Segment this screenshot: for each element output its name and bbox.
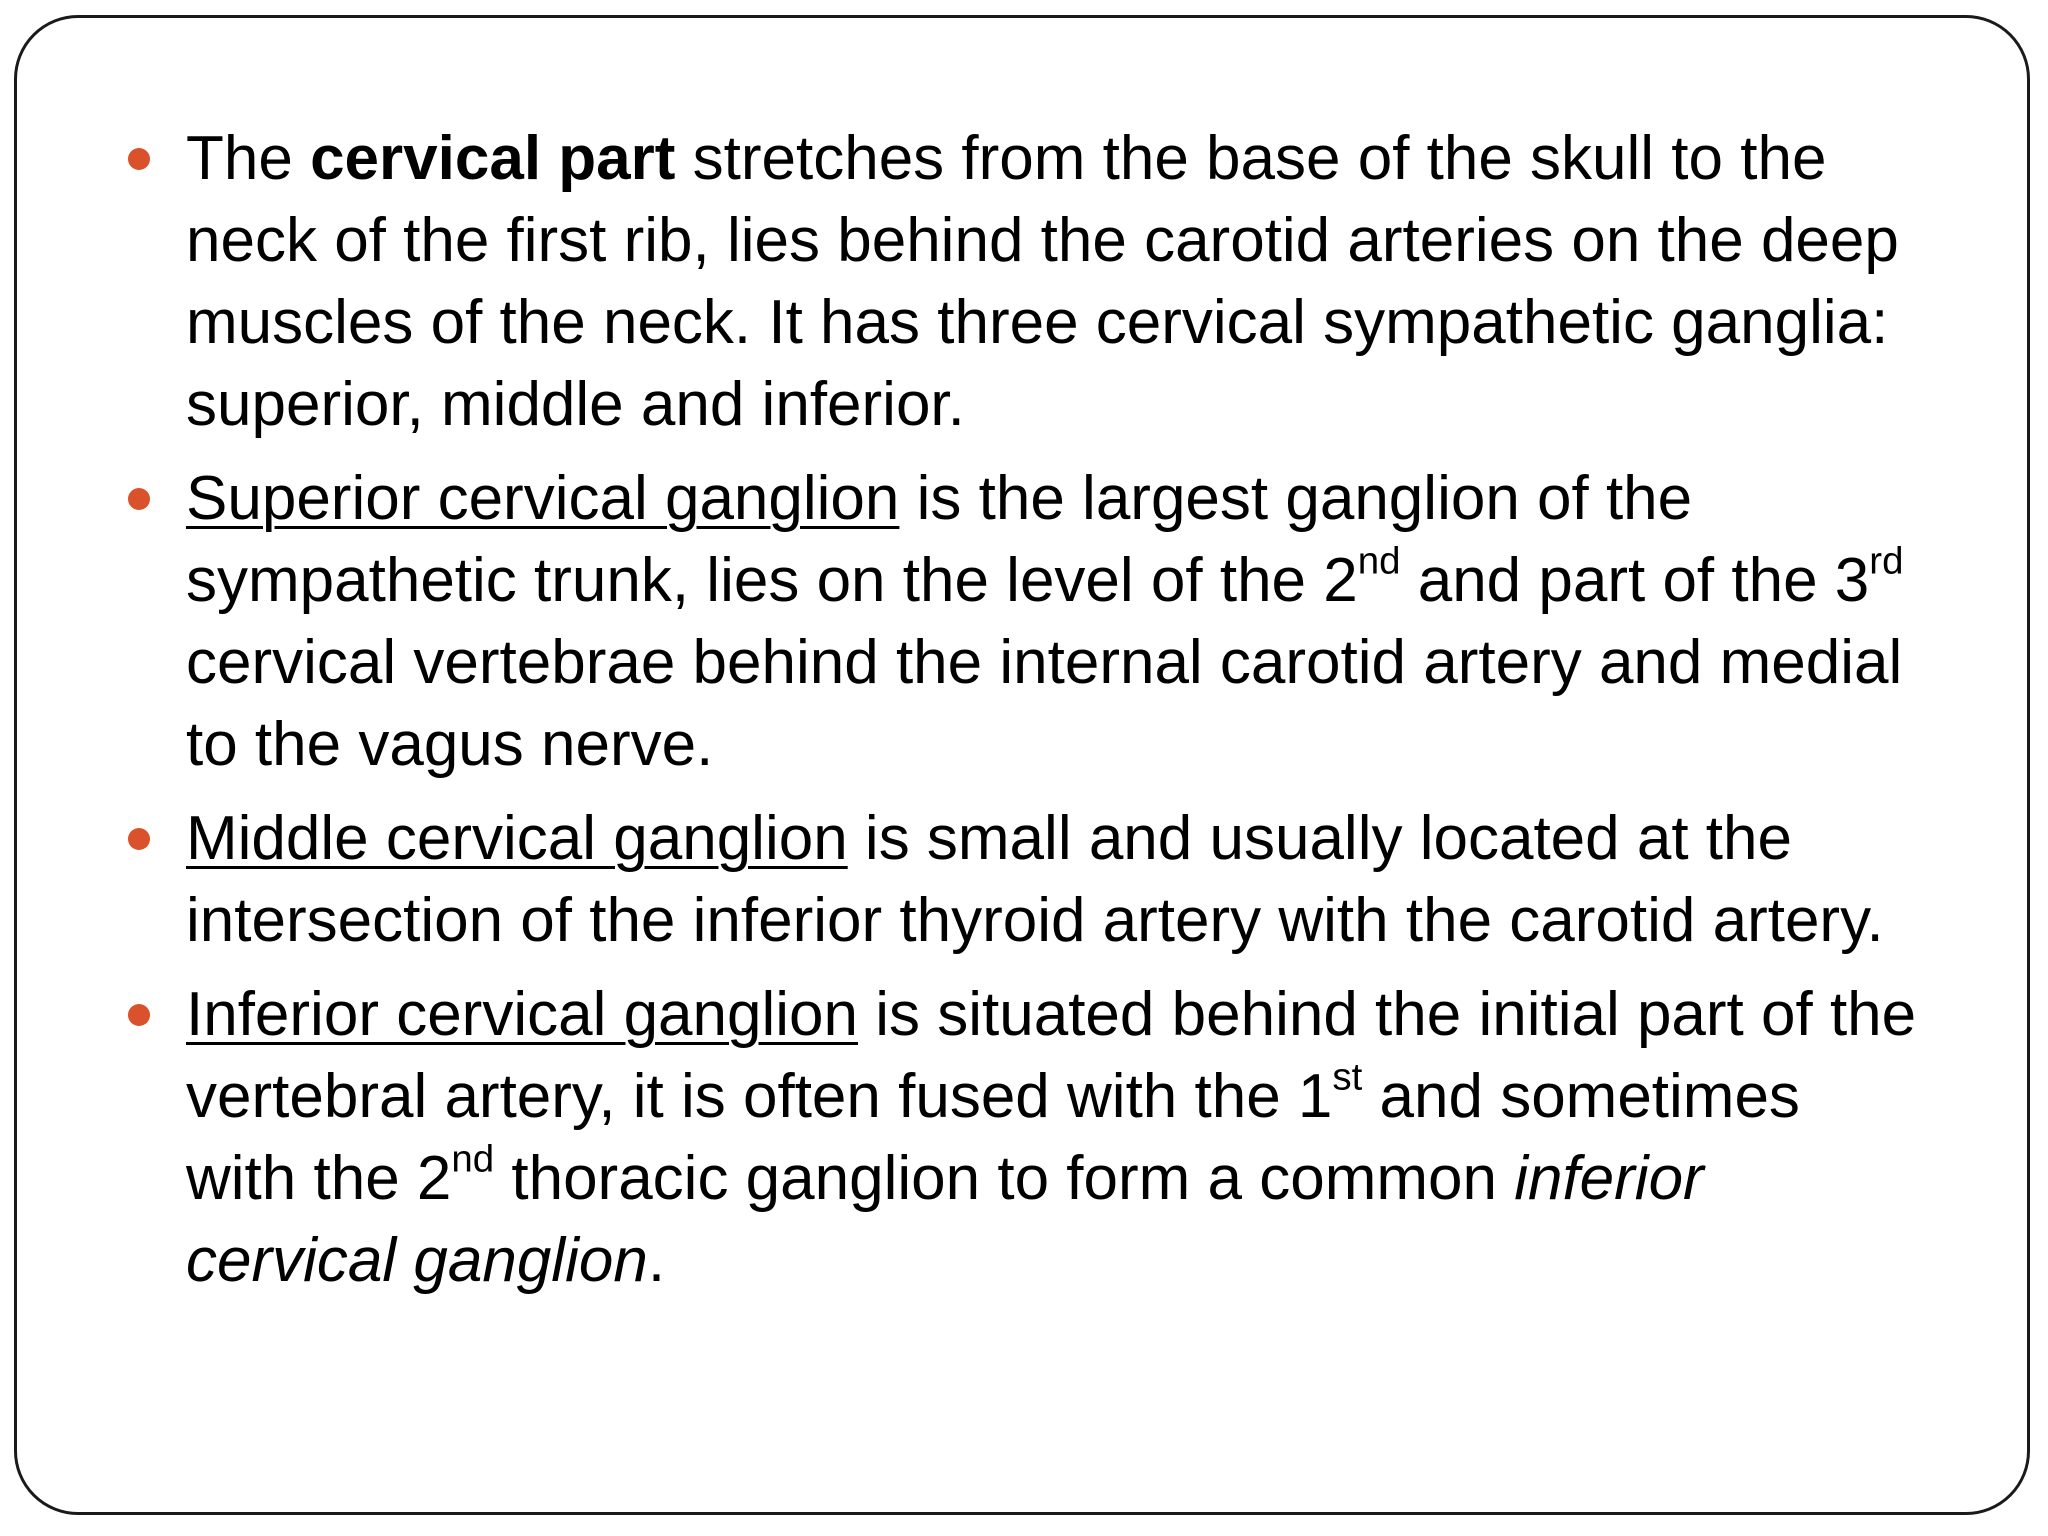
bullet-dot-icon <box>128 148 150 170</box>
bullet-dot-icon <box>128 828 150 850</box>
superior-ganglion-term: Superior cervical ganglion <box>186 464 900 533</box>
slide-content <box>186 118 1926 1314</box>
bullet-text: thoracic ganglion to form a common <box>494 1144 1515 1213</box>
bullet-text: and part of the 3 <box>1400 546 1870 615</box>
bullet-text: is situated behind the initial part of the vertebral artery, it is often fused with the 1 <box>186 980 1917 1131</box>
bullet-cervical-part <box>186 118 1926 446</box>
cervical-part-term: cervical part <box>310 124 676 193</box>
ordinal-suffix: nd <box>451 1137 495 1181</box>
bullet-end: . <box>647 1226 666 1295</box>
bullet-list <box>186 118 1926 1302</box>
ordinal-suffix: nd <box>1357 539 1401 583</box>
bullet-text: is the largest ganglion of the sympathetic trunk, lies on the level of the 2 <box>186 464 1693 615</box>
bullet-middle-ganglion <box>186 798 1926 962</box>
ordinal-suffix: st <box>1332 1055 1363 1099</box>
bullet-text: stretches from the base of the skull to the neck of the first rib, lies behind the carotid arteries on the deep muscles of the neck. It has three cervical sympathetic ganglia: superior, middle and inferior. <box>186 124 1899 439</box>
bullet-dot-icon <box>128 1004 150 1026</box>
bullet-text: and sometimes with the 2 <box>186 1062 1800 1213</box>
bullet-inferior-ganglion <box>186 974 1926 1302</box>
inferior-cervical-ganglion-italic: inferior cervical ganglion <box>186 1144 1704 1295</box>
inferior-ganglion-term: Inferior cervical ganglion <box>186 980 859 1049</box>
middle-ganglion-term: Middle cervical ganglion <box>186 804 848 873</box>
bullet-superior-ganglion <box>186 458 1926 786</box>
bullet-text: is small and usually located at the intersection of the inferior thyroid artery with the carotid artery. <box>186 804 1884 955</box>
bullet-lead: The <box>186 124 311 193</box>
ordinal-suffix: rd <box>1869 539 1904 583</box>
bullet-dot-icon <box>128 488 150 510</box>
bullet-text: cervical vertebrae behind the internal carotid artery and medial to the vagus nerve. <box>186 628 1903 779</box>
